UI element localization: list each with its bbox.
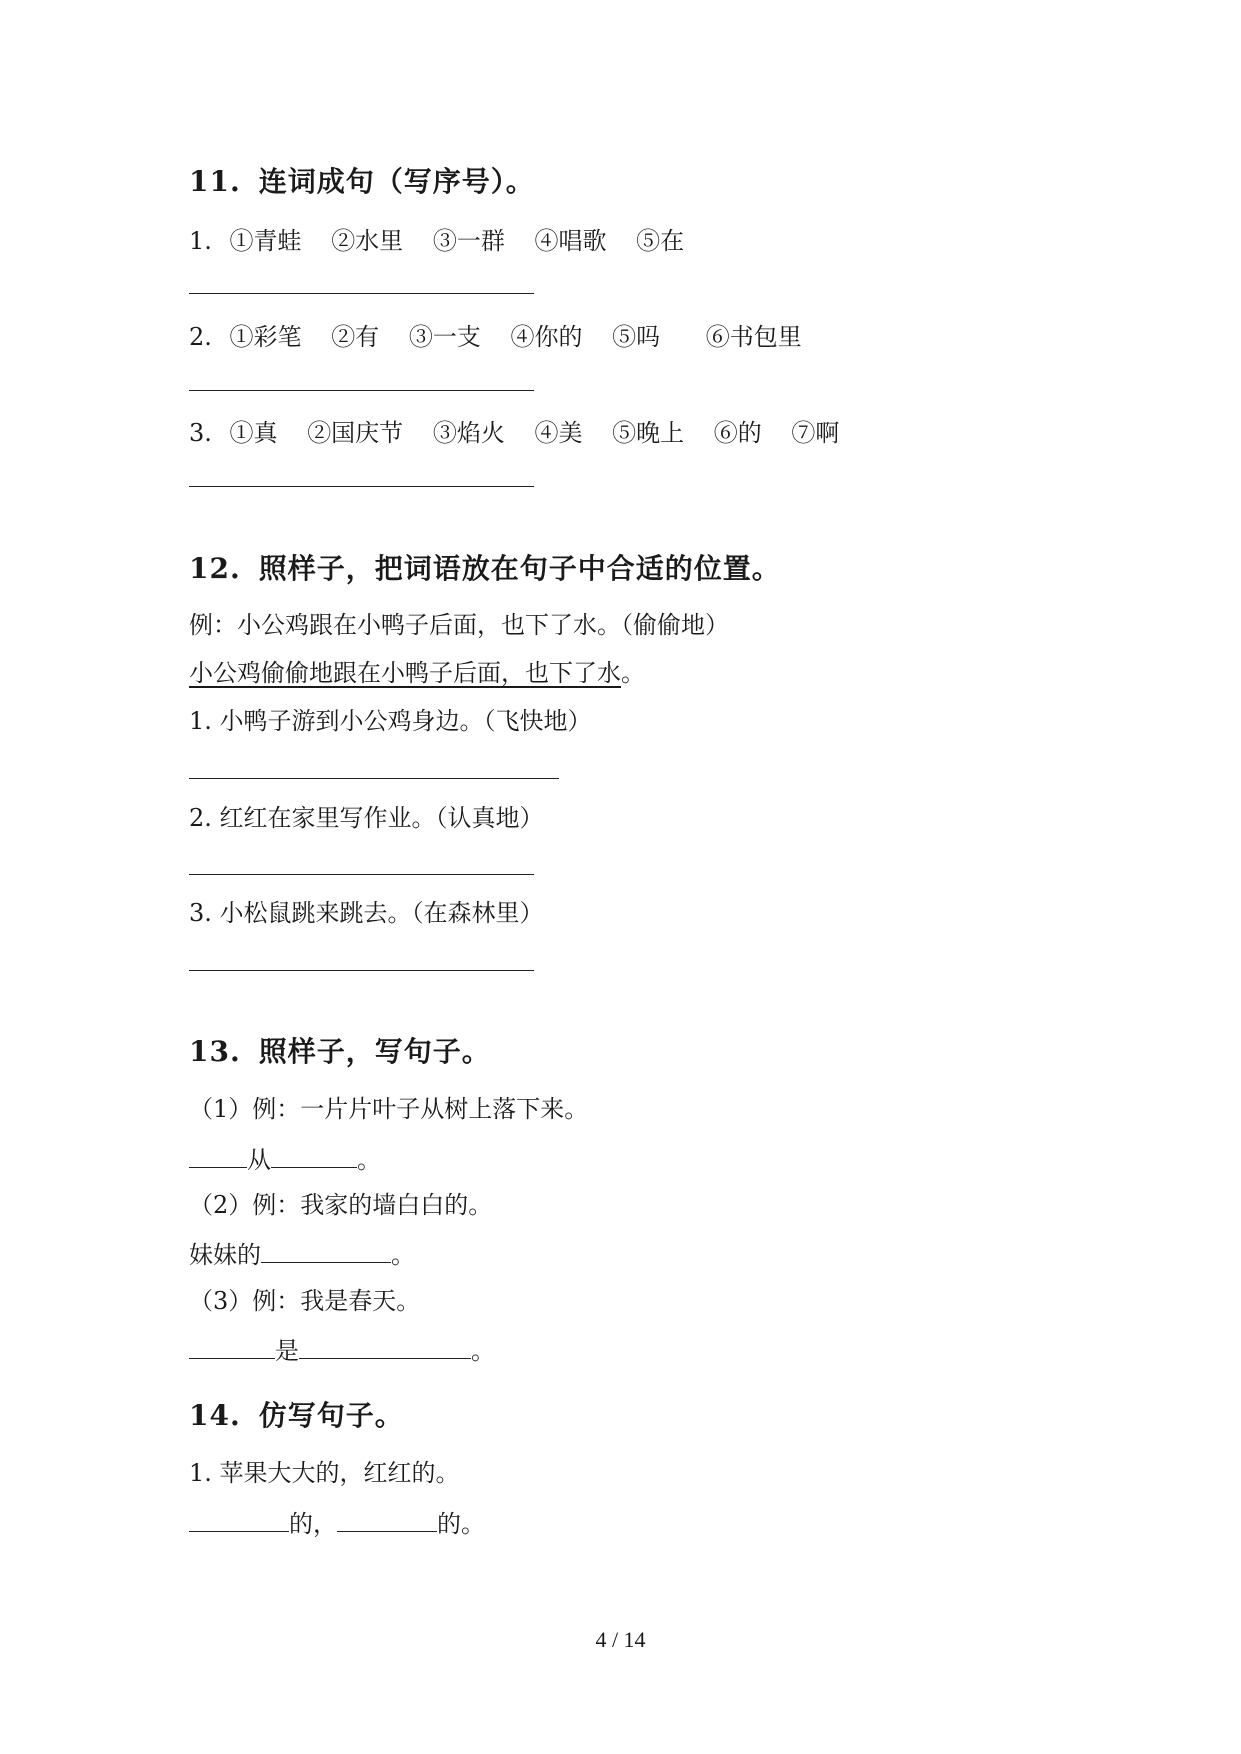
page-number: 4 / 14 xyxy=(595,1627,646,1652)
q13-answer-1 xyxy=(189,1143,381,1175)
q11-item-3 xyxy=(189,418,861,448)
q12-item-3: 3. 小松鼠跳来跳去。（在森林里） xyxy=(189,899,544,927)
answer-text: 。 xyxy=(357,1146,381,1174)
option: ②有 xyxy=(331,323,380,351)
answer-line[interactable] xyxy=(189,874,534,875)
option: ⑥的 xyxy=(713,419,762,447)
blank[interactable] xyxy=(271,1143,357,1168)
answer-line[interactable] xyxy=(189,390,534,391)
question-13-heading xyxy=(189,1034,491,1070)
question-11-heading xyxy=(189,164,535,200)
blank[interactable] xyxy=(189,1507,289,1532)
q13-example-2: （2）例：我家的墙白白的。 xyxy=(189,1191,493,1219)
option: ⑤晚上 xyxy=(612,419,685,447)
question-title: 照样子，写句子。 xyxy=(258,1035,491,1068)
q11-item-2 xyxy=(189,322,824,352)
q13-answer-3 xyxy=(189,1334,495,1366)
blank[interactable] xyxy=(299,1334,471,1359)
answer-line[interactable] xyxy=(189,970,534,971)
q14-item-1: 1. 苹果大大的，红红的。 xyxy=(189,1459,460,1487)
option: ⑦啊 xyxy=(791,419,840,447)
question-number: 13. xyxy=(189,1035,241,1068)
answer-text: 是 xyxy=(275,1337,299,1365)
answer-text: 的。 xyxy=(437,1510,485,1538)
q13-example-3: （3）例：我是春天。 xyxy=(189,1287,421,1315)
option: ④唱歌 xyxy=(534,227,607,255)
answer-text: 。 xyxy=(471,1337,495,1365)
blank[interactable] xyxy=(261,1238,391,1263)
item-label: 1. xyxy=(189,227,212,255)
option: ①真 xyxy=(229,419,278,447)
question-title: 照样子，把词语放在句子中合适的位置。 xyxy=(258,552,781,585)
blank[interactable] xyxy=(337,1507,437,1532)
blank[interactable] xyxy=(189,1334,275,1359)
option: ⑥书包里 xyxy=(705,323,802,351)
answer-text: 的， xyxy=(289,1510,337,1538)
item-label: 2. xyxy=(189,323,212,351)
option: ②国庆节 xyxy=(307,419,404,447)
answer-line[interactable] xyxy=(189,778,559,779)
question-number: 12. xyxy=(189,552,241,585)
q13-answer-2 xyxy=(189,1238,415,1270)
example-answer-underlined: 小公鸡偷偷地跟在小鸭子后面，也下了水 xyxy=(189,659,621,687)
q12-item-1: 1. 小鸭子游到小公鸡身边。（飞快地） xyxy=(189,707,592,735)
example-prompt: 例：小公鸡跟在小鸭子后面，也下了水。（偷偷地） xyxy=(189,611,729,639)
question-number: 14. xyxy=(189,1399,241,1432)
option: ③一支 xyxy=(408,323,481,351)
answer-text: 。 xyxy=(391,1241,415,1269)
option: ④美 xyxy=(534,419,583,447)
question-12-heading xyxy=(189,551,781,587)
option: ⑤在 xyxy=(636,227,685,255)
q14-answer-1 xyxy=(189,1507,485,1539)
option: ⑤吗 xyxy=(612,323,661,351)
option: ③焰火 xyxy=(432,419,505,447)
answer-line[interactable] xyxy=(189,486,534,487)
answer-text: 妹妹的 xyxy=(189,1241,261,1269)
question-title: 仿写句子。 xyxy=(258,1399,404,1432)
answer-line[interactable] xyxy=(189,293,534,294)
q13-example-1: （1）例：一片片叶子从树上落下来。 xyxy=(189,1095,589,1123)
example-answer xyxy=(189,658,645,688)
option: ②水里 xyxy=(331,227,404,255)
q11-item-1 xyxy=(189,226,706,256)
example-answer-end: 。 xyxy=(621,659,645,687)
option: ①彩笔 xyxy=(229,323,302,351)
question-14-heading xyxy=(189,1398,404,1434)
q12-item-2: 2. 红红在家里写作业。（认真地） xyxy=(189,804,544,832)
item-label: 3. xyxy=(189,419,212,447)
question-title: 连词成句（写序号）。 xyxy=(258,165,535,198)
option: ③一群 xyxy=(432,227,505,255)
option: ①青蛙 xyxy=(229,227,302,255)
question-number: 11. xyxy=(189,165,241,198)
blank[interactable] xyxy=(189,1143,247,1168)
option: ④你的 xyxy=(510,323,583,351)
answer-text: 从 xyxy=(247,1146,271,1174)
